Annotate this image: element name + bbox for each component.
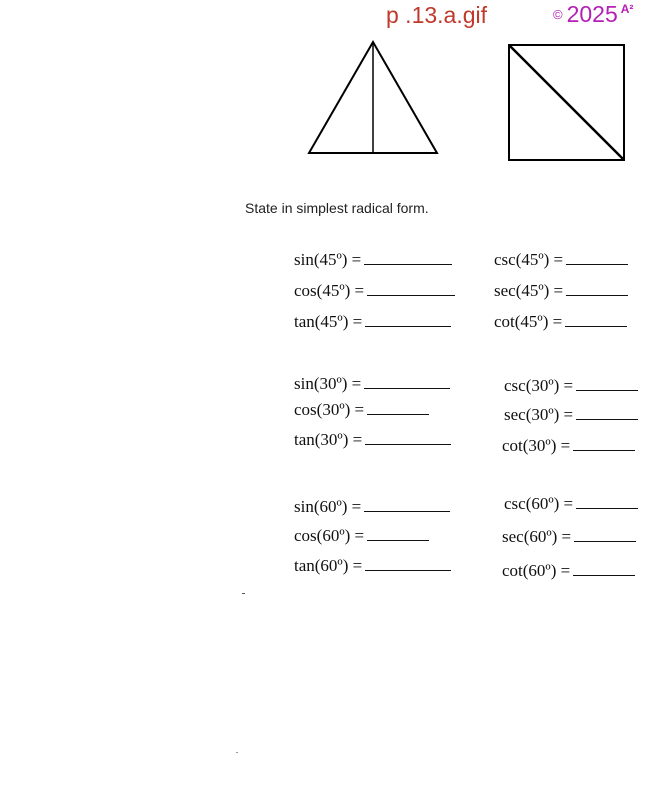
question-sin-60 [294, 497, 450, 517]
question-tan-30 [294, 430, 451, 450]
question-label: cos(60º) = [294, 526, 365, 545]
copyright-symbol: © [553, 7, 563, 22]
answer-blank[interactable] [565, 325, 627, 327]
copyright-year: 2025 [566, 1, 618, 27]
question-tan-60 [294, 556, 451, 576]
question-label: cot(30º) = [502, 436, 571, 455]
answer-blank[interactable] [367, 539, 429, 541]
answer-blank[interactable] [364, 387, 450, 389]
question-label: cos(45º) = [294, 281, 365, 300]
question-sin-45 [294, 250, 452, 270]
file-name-label: p .13.a.gif [386, 2, 488, 28]
question-label: sin(60º) = [294, 497, 362, 516]
square-diagonal-figure [506, 42, 628, 164]
answer-blank[interactable] [573, 449, 635, 451]
question-label: sec(45º) = [494, 281, 564, 300]
stray-dot [236, 752, 238, 753]
question-label: sec(30º) = [504, 405, 574, 424]
answer-blank[interactable] [365, 569, 451, 571]
answer-blank[interactable] [367, 294, 455, 296]
answer-blank[interactable] [365, 325, 451, 327]
question-cot-60 [502, 561, 635, 581]
answer-blank[interactable] [573, 574, 635, 576]
question-csc-45 [494, 250, 628, 270]
instruction-text: State in simplest radical form. [245, 200, 429, 216]
author-mark: A² [620, 2, 634, 16]
question-sec-45 [494, 281, 628, 301]
question-csc-30 [504, 376, 638, 396]
answer-blank[interactable] [574, 540, 636, 542]
answer-blank[interactable] [364, 263, 452, 265]
question-label: tan(60º) = [294, 556, 363, 575]
question-label: tan(30º) = [294, 430, 363, 449]
copyright-notice [553, 1, 633, 28]
question-cot-45 [494, 312, 627, 332]
question-cot-30 [502, 436, 635, 456]
question-label: csc(60º) = [504, 494, 574, 513]
question-cos-60 [294, 526, 429, 546]
question-label: sin(45º) = [294, 250, 362, 269]
answer-blank[interactable] [367, 413, 429, 415]
question-sec-60 [502, 527, 636, 547]
answer-blank[interactable] [576, 507, 638, 509]
square-diagonal [509, 45, 624, 160]
answer-blank[interactable] [364, 510, 450, 512]
question-label: cot(45º) = [494, 312, 563, 331]
question-label: csc(30º) = [504, 376, 574, 395]
answer-blank[interactable] [576, 418, 638, 420]
stray-mark [242, 593, 245, 594]
question-sec-30 [504, 405, 638, 425]
answer-blank[interactable] [566, 294, 628, 296]
question-label: cot(60º) = [502, 561, 571, 580]
question-label: tan(45º) = [294, 312, 363, 331]
isosceles-triangle-figure [305, 38, 441, 158]
answer-blank[interactable] [576, 389, 638, 391]
question-label: sec(60º) = [502, 527, 572, 546]
question-cos-30 [294, 400, 429, 420]
question-csc-60 [504, 494, 638, 514]
answer-blank[interactable] [566, 263, 628, 265]
question-cos-45 [294, 281, 455, 301]
question-label: cos(30º) = [294, 400, 365, 419]
question-label: sin(30º) = [294, 374, 362, 393]
answer-blank[interactable] [365, 443, 451, 445]
question-tan-45 [294, 312, 451, 332]
question-sin-30 [294, 374, 450, 394]
question-label: csc(45º) = [494, 250, 564, 269]
